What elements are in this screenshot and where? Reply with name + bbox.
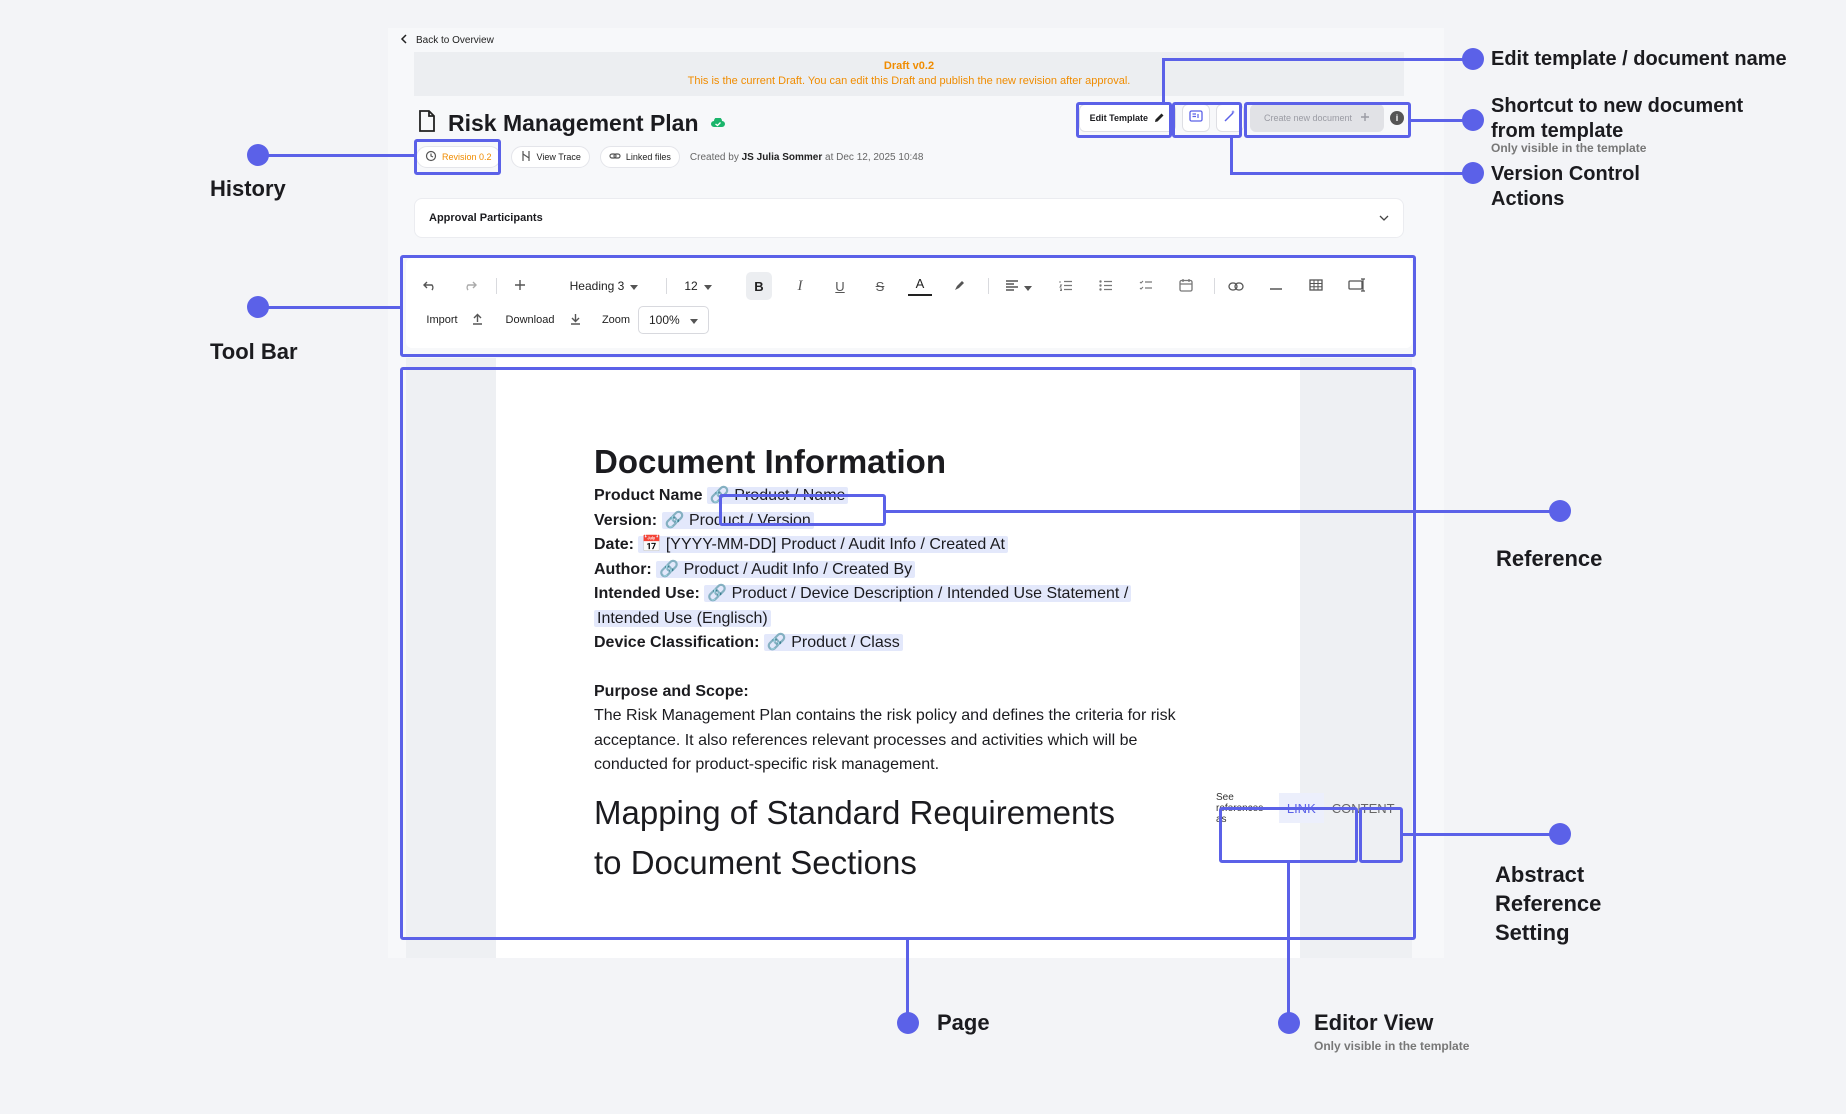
info-icon[interactable]: i bbox=[1390, 111, 1404, 125]
gear-icon bbox=[1410, 796, 1412, 821]
document-title[interactable]: Risk Management Plan bbox=[448, 110, 699, 136]
upload-icon bbox=[472, 313, 483, 328]
editor-view-dot bbox=[1278, 1012, 1300, 1034]
checklist-button[interactable] bbox=[1134, 272, 1158, 300]
title-row bbox=[418, 110, 725, 137]
strikethrough-button[interactable]: S bbox=[875, 278, 885, 294]
annotation-page: Page bbox=[937, 1010, 990, 1035]
field-version: Version: 🔗 Product / Version bbox=[594, 509, 1214, 534]
reference-chip[interactable]: 🔗 Product / Name bbox=[707, 487, 849, 504]
reference-view-switch bbox=[1216, 790, 1412, 826]
zoom-value: 100% bbox=[649, 313, 680, 327]
link-icon bbox=[609, 151, 621, 163]
italic-button[interactable]: I bbox=[797, 277, 803, 294]
revision-label: Revision 0.2 bbox=[442, 152, 492, 162]
checklist-icon bbox=[1139, 279, 1153, 294]
cloud-saved-icon bbox=[711, 115, 725, 133]
annotation-edit-template: Edit template / document name bbox=[1491, 48, 1787, 70]
chevron-down-icon bbox=[1379, 212, 1389, 224]
draft-message: This is the current Draft. You can edit this Draft and publish the new revision after approval. bbox=[687, 75, 1131, 87]
purpose-text: The Risk Management Plan contains the risk policy and defines the criteria for risk acceptance. It also references relevant processes and activities which will be conducted for product-specific risk management. bbox=[594, 707, 1176, 773]
import-label[interactable]: Import bbox=[426, 314, 458, 326]
download-button[interactable] bbox=[566, 306, 584, 334]
caret-down-icon bbox=[630, 279, 638, 293]
align-left-icon bbox=[1005, 279, 1019, 294]
trace-icon bbox=[520, 150, 532, 164]
redo-icon bbox=[463, 279, 477, 294]
meta-row bbox=[416, 146, 923, 168]
revision-chip[interactable] bbox=[416, 146, 501, 168]
annotation-history: History bbox=[210, 176, 286, 201]
doc-heading-2: Mapping of Standard Requirements to Document Sections bbox=[594, 793, 1115, 881]
annotation-reference: Reference bbox=[1496, 546, 1603, 571]
table-icon bbox=[1309, 279, 1323, 294]
create-new-document-label: Create new document bbox=[1263, 113, 1353, 123]
undo-button[interactable] bbox=[418, 272, 442, 300]
create-new-document-button[interactable] bbox=[1250, 104, 1384, 132]
download-icon bbox=[570, 313, 581, 328]
plus-icon bbox=[1360, 112, 1370, 124]
redo-button[interactable] bbox=[458, 272, 482, 300]
reference-chip[interactable]: 📅 [YYYY-MM-DD] Product / Audit Info / Created At bbox=[638, 536, 1007, 553]
magic-wand-icon bbox=[1223, 109, 1237, 128]
edit-template-dot bbox=[1462, 48, 1484, 70]
content-view-option[interactable]: CONTENT bbox=[1331, 800, 1395, 816]
view-toggle bbox=[1279, 790, 1403, 826]
calendar-icon bbox=[1179, 278, 1193, 295]
page-dot bbox=[897, 1012, 919, 1034]
document-icon bbox=[418, 110, 436, 137]
field-intended-use: Intended Use: 🔗 Product / Device Description / Intended Use Statement / Intended Use (Englisch) bbox=[594, 582, 1214, 631]
magic-edit-button[interactable] bbox=[1216, 104, 1244, 132]
annotation-shortcut-sub: Only visible in the template bbox=[1491, 141, 1647, 155]
view-trace-chip[interactable] bbox=[511, 146, 590, 168]
plus-icon bbox=[514, 279, 526, 294]
history-dot bbox=[247, 144, 269, 166]
link-view-option[interactable]: LINK bbox=[1279, 793, 1324, 823]
reference-chip[interactable]: 🔗 Product / Version bbox=[662, 512, 814, 529]
bullet-list-button[interactable] bbox=[1094, 272, 1118, 300]
heading-select-value: Heading 3 bbox=[569, 279, 625, 293]
back-link[interactable] bbox=[400, 34, 494, 47]
annotation-tool-bar: Tool Bar bbox=[210, 339, 298, 364]
linked-files-chip[interactable] bbox=[600, 146, 680, 168]
back-link-label: Back to Overview bbox=[416, 35, 494, 46]
history-icon bbox=[425, 150, 437, 164]
document-page[interactable] bbox=[496, 358, 1395, 958]
insert-link-button[interactable] bbox=[1224, 272, 1248, 300]
heading-select[interactable] bbox=[554, 272, 654, 300]
reference-chip[interactable]: 🔗 Product / Device Description / Intended Use Statement / bbox=[704, 585, 1131, 602]
reference-chip[interactable]: 🔗 Product / Audit Info / Created By bbox=[656, 561, 915, 578]
editor-toolbar bbox=[406, 258, 1412, 348]
view-trace-label: View Trace bbox=[536, 152, 581, 162]
horizontal-rule-icon bbox=[1269, 279, 1283, 294]
link-icon bbox=[1228, 279, 1244, 294]
underline-button[interactable]: U bbox=[835, 278, 845, 294]
version-control-dot bbox=[1462, 162, 1484, 184]
approval-participants-label: Approval Participants bbox=[429, 212, 543, 224]
created-initials: JS bbox=[741, 151, 754, 163]
annotation-editor-view: Editor View bbox=[1314, 1010, 1434, 1035]
insert-field-button[interactable] bbox=[1344, 272, 1370, 300]
annotation-version-control: Version Control Actions bbox=[1491, 163, 1640, 210]
new-document-shortcut-button[interactable] bbox=[1182, 104, 1210, 132]
template-icon bbox=[1189, 109, 1203, 127]
field-date: Date: 📅 [YYYY-MM-DD] Product / Audit Info / Created At bbox=[594, 533, 1214, 558]
horizontal-rule-button[interactable] bbox=[1264, 272, 1288, 300]
annotation-editor-view-sub: Only visible in the template bbox=[1314, 1039, 1470, 1053]
edit-template-label: Edit Template bbox=[1089, 113, 1148, 123]
reference-dot bbox=[1549, 500, 1571, 522]
field-author: Author: 🔗 Product / Audit Info / Created By bbox=[594, 558, 1214, 583]
caret-down-icon bbox=[1024, 279, 1032, 294]
approval-participants-accordion[interactable] bbox=[414, 198, 1404, 238]
undo-icon bbox=[423, 279, 437, 294]
abstract-setting-dot bbox=[1549, 823, 1571, 845]
text-color-button[interactable]: A bbox=[908, 272, 932, 296]
highlight-button[interactable] bbox=[948, 272, 972, 300]
bold-button[interactable]: B bbox=[746, 272, 772, 300]
reference-chip-continued[interactable]: Intended Use (Englisch) bbox=[594, 610, 771, 627]
annotation-abstract-setting: Abstract Reference Setting bbox=[1495, 862, 1602, 945]
reference-chip[interactable]: 🔗 Product / Class bbox=[764, 634, 903, 651]
caret-down-icon bbox=[704, 279, 712, 293]
font-size-select[interactable] bbox=[676, 272, 720, 300]
text-field-icon bbox=[1348, 278, 1366, 295]
created-user: Julia Sommer bbox=[756, 151, 823, 163]
top-actions bbox=[1079, 104, 1404, 132]
insert-table-button[interactable] bbox=[1304, 272, 1328, 300]
highlighter-icon bbox=[953, 278, 967, 295]
font-size-value: 12 bbox=[684, 279, 698, 293]
see-references-label: See references as bbox=[1216, 791, 1264, 825]
ordered-list-icon bbox=[1059, 279, 1073, 294]
document-content[interactable] bbox=[594, 442, 1214, 888]
annotation-shortcut: Shortcut to new document from template bbox=[1491, 95, 1744, 142]
draft-title: Draft v0.2 bbox=[883, 60, 935, 72]
toolbar-dot bbox=[247, 296, 269, 318]
align-select[interactable] bbox=[998, 272, 1038, 300]
field-product-name: Product Name 🔗 Product / Name bbox=[594, 484, 1214, 509]
import-button[interactable] bbox=[468, 306, 486, 334]
ordered-list-button[interactable] bbox=[1054, 272, 1078, 300]
editor-area bbox=[406, 358, 1412, 958]
created-info: Created by JS Julia Sommer at Dec 12, 2025 10:48 bbox=[689, 151, 924, 163]
insert-button[interactable] bbox=[508, 272, 532, 300]
field-device-classification: Device Classification: 🔗 Product / Class bbox=[594, 631, 1214, 656]
linked-files-label: Linked files bbox=[625, 152, 671, 162]
edit-template-button[interactable] bbox=[1079, 104, 1176, 132]
bullet-list-icon bbox=[1099, 279, 1113, 294]
zoom-select[interactable] bbox=[638, 306, 709, 334]
app-window bbox=[388, 28, 1444, 958]
purpose-label: Purpose and Scope: bbox=[594, 682, 749, 700]
download-label[interactable]: Download bbox=[505, 314, 555, 326]
reference-settings-button[interactable] bbox=[1409, 790, 1412, 826]
pencil-icon bbox=[1154, 112, 1165, 125]
chevron-left-icon bbox=[400, 34, 408, 47]
doc-heading-1: Document Information bbox=[594, 443, 946, 480]
shortcut-dot bbox=[1462, 109, 1484, 131]
zoom-label: Zoom bbox=[601, 314, 631, 326]
caret-down-icon bbox=[690, 313, 698, 327]
date-button[interactable] bbox=[1174, 272, 1198, 300]
